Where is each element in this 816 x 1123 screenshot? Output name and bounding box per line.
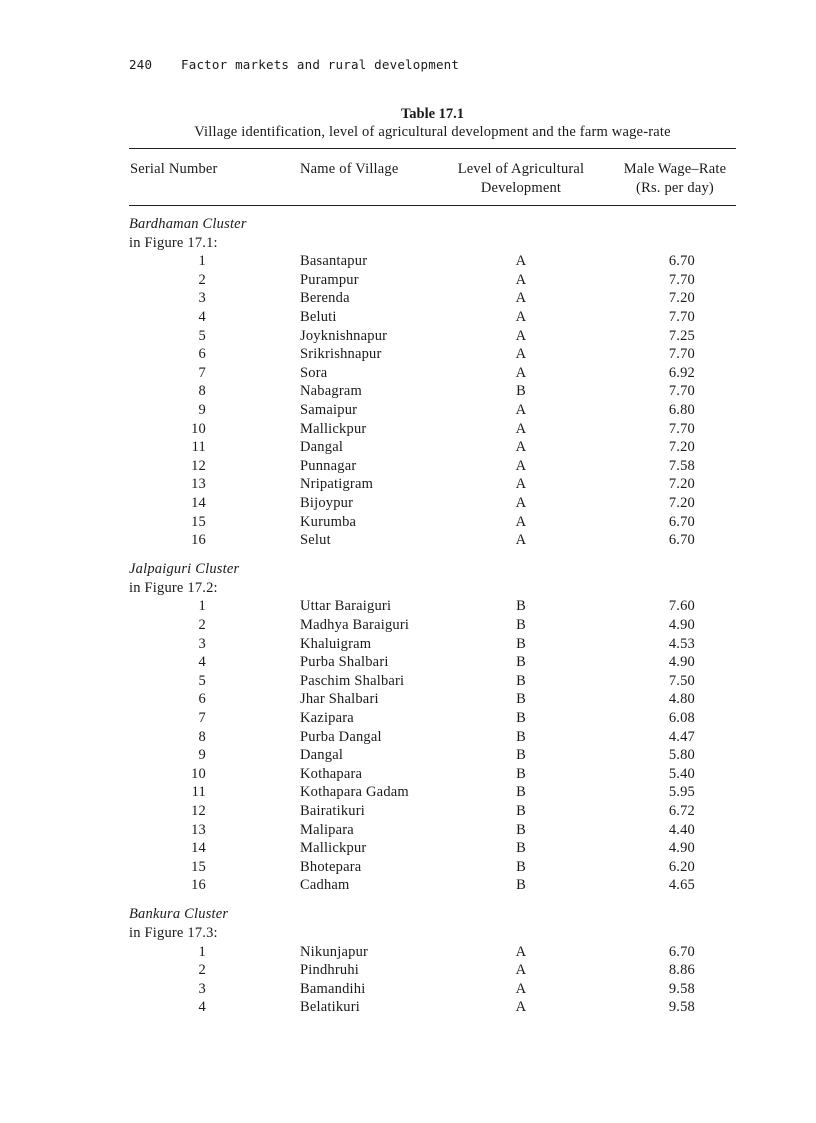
wage-rate-cell: 4.90 xyxy=(668,840,695,857)
table-row xyxy=(129,653,736,672)
village-name-cell: Samaipur xyxy=(300,401,358,418)
village-name-cell: Pindhruhi xyxy=(300,962,359,979)
wage-rate-cell: 7.70 xyxy=(668,308,695,325)
development-level-cell: A xyxy=(515,327,527,344)
serial-number-cell: 1 xyxy=(198,598,206,615)
village-name-cell: Kazipara xyxy=(300,709,354,726)
serial-number-cell: 4 xyxy=(198,999,206,1016)
table-row xyxy=(129,513,736,532)
development-level-cell: A xyxy=(515,401,527,418)
cluster-figure-ref: in Figure 17.2: xyxy=(129,579,218,596)
wage-rate-cell: 9.58 xyxy=(668,999,695,1016)
table-row xyxy=(129,494,736,513)
column-header-level-line2: Development xyxy=(480,180,562,196)
village-name-cell: Kothapara Gadam xyxy=(300,784,409,801)
village-name-cell: Sora xyxy=(300,364,328,381)
village-name-cell: Basantapur xyxy=(300,253,368,270)
table-row xyxy=(129,438,736,457)
table-row xyxy=(129,690,736,709)
serial-number-cell: 13 xyxy=(191,476,206,493)
wage-rate-cell: 7.50 xyxy=(668,672,695,689)
table-row xyxy=(129,858,736,877)
development-level-cell: A xyxy=(515,420,527,437)
serial-number-cell: 4 xyxy=(198,654,206,671)
development-level-cell: B xyxy=(516,802,526,819)
development-level-cell: A xyxy=(515,980,527,997)
table-row xyxy=(129,802,736,821)
village-name-cell: Uttar Baraiguri xyxy=(300,598,392,615)
column-header-serial: Serial Number xyxy=(130,161,218,177)
development-level-cell: A xyxy=(515,439,527,456)
wage-rate-cell: 6.92 xyxy=(668,364,695,381)
village-name-cell: Madhya Baraiguri xyxy=(300,616,410,633)
table-row xyxy=(129,821,736,840)
serial-number-cell: 5 xyxy=(198,327,206,344)
wage-rate-cell: 6.70 xyxy=(668,253,695,270)
serial-number-cell: 9 xyxy=(198,747,206,764)
wage-rate-cell: 7.70 xyxy=(668,383,695,400)
village-name-cell: Nikunjapur xyxy=(300,943,369,960)
table-row xyxy=(129,943,736,962)
village-name-cell: Purampur xyxy=(300,271,359,288)
wage-rate-cell: 6.20 xyxy=(668,858,695,875)
development-level-cell: A xyxy=(515,308,527,325)
serial-number-cell: 6 xyxy=(198,691,206,708)
table-row xyxy=(129,783,736,802)
serial-number-cell: 15 xyxy=(191,858,206,875)
village-name-cell: Nripatigram xyxy=(300,476,374,493)
village-name-cell: Dangal xyxy=(300,747,344,764)
serial-number-cell: 10 xyxy=(191,765,206,782)
wage-rate-cell: 4.53 xyxy=(668,635,695,652)
village-name-cell: Jhar Shalbari xyxy=(300,691,379,708)
serial-number-cell: 8 xyxy=(198,383,206,400)
column-header-name: Name of Village xyxy=(300,161,399,177)
development-level-cell: A xyxy=(515,494,527,511)
development-level-cell: B xyxy=(516,691,526,708)
village-name-cell: Bhotepara xyxy=(300,858,362,875)
village-name-cell: Khaluigram xyxy=(300,635,372,652)
table-row xyxy=(129,597,736,616)
wage-rate-cell: 7.60 xyxy=(668,598,695,615)
serial-number-cell: 13 xyxy=(191,821,206,838)
cluster-section xyxy=(129,560,736,895)
table-caption: Village identification, level of agricultural development and the farm wage-rate xyxy=(194,124,671,140)
village-name-cell: Bairatikuri xyxy=(300,802,366,819)
development-level-cell: A xyxy=(515,271,527,288)
table-row xyxy=(129,728,736,747)
table-row xyxy=(129,616,736,635)
development-level-cell: A xyxy=(515,513,527,530)
table-row xyxy=(129,531,736,550)
cluster-figure-ref: in Figure 17.3: xyxy=(129,924,218,941)
wage-rate-cell: 4.90 xyxy=(668,616,695,633)
wage-rate-cell: 6.70 xyxy=(668,513,695,530)
wage-rate-cell: 6.80 xyxy=(668,401,695,418)
village-name-cell: Punnagar xyxy=(300,457,357,474)
wage-rate-cell: 4.80 xyxy=(668,691,695,708)
serial-number-cell: 1 xyxy=(198,943,206,960)
serial-number-cell: 7 xyxy=(198,364,206,381)
development-level-cell: B xyxy=(516,598,526,615)
development-level-cell: B xyxy=(516,635,526,652)
table-row xyxy=(129,345,736,364)
village-name-cell: Kothapara xyxy=(300,765,363,782)
development-level-cell: B xyxy=(516,765,526,782)
development-level-cell: A xyxy=(515,457,527,474)
development-level-cell: A xyxy=(515,999,527,1016)
development-level-cell: B xyxy=(516,858,526,875)
serial-number-cell: 2 xyxy=(198,616,206,633)
serial-number-cell: 3 xyxy=(198,635,206,652)
table-row xyxy=(129,961,736,980)
wage-rate-cell: 5.40 xyxy=(668,765,695,782)
development-level-cell: B xyxy=(516,672,526,689)
development-level-cell: A xyxy=(515,532,527,549)
development-level-cell: A xyxy=(515,253,527,270)
table-row xyxy=(129,980,736,999)
serial-number-cell: 12 xyxy=(191,457,206,474)
serial-number-cell: 3 xyxy=(198,290,206,307)
cluster-section xyxy=(129,905,736,1017)
serial-number-cell: 15 xyxy=(191,513,206,530)
wage-rate-cell: 7.20 xyxy=(668,494,695,511)
column-header-level xyxy=(440,160,602,198)
development-level-cell: B xyxy=(516,728,526,745)
development-level-cell: A xyxy=(515,962,527,979)
cluster-title: Bankura Cluster xyxy=(129,906,229,923)
wage-rate-cell: 4.90 xyxy=(668,654,695,671)
table-row xyxy=(129,271,736,290)
table-row xyxy=(129,746,736,765)
serial-number-cell: 8 xyxy=(198,728,206,745)
column-header-wage xyxy=(610,160,740,198)
table-row xyxy=(129,382,736,401)
wage-rate-cell: 7.20 xyxy=(668,476,695,493)
development-level-cell: A xyxy=(515,346,527,363)
table-row xyxy=(129,876,736,895)
village-name-cell: Cadham xyxy=(300,877,350,894)
wage-rate-cell: 6.08 xyxy=(668,709,695,726)
village-name-cell: Belatikuri xyxy=(300,999,360,1016)
serial-number-cell: 7 xyxy=(198,709,206,726)
serial-number-cell: 14 xyxy=(191,494,206,511)
cluster-title: Bardhaman Cluster xyxy=(129,216,247,232)
table-body xyxy=(129,215,736,1017)
cluster-section xyxy=(129,215,736,550)
serial-number-cell: 6 xyxy=(198,346,206,363)
village-name-cell: Malipara xyxy=(300,821,354,838)
wage-rate-cell: 6.70 xyxy=(668,532,695,549)
development-level-cell: B xyxy=(516,709,526,726)
table-row xyxy=(129,457,736,476)
village-name-cell: Selut xyxy=(300,532,331,549)
running-header xyxy=(129,57,459,72)
table-row xyxy=(129,765,736,784)
wage-rate-cell: 7.25 xyxy=(668,327,695,344)
village-name-cell: Bamandihi xyxy=(300,980,366,997)
table-row xyxy=(129,327,736,346)
top-rule xyxy=(129,148,736,149)
serial-number-cell: 3 xyxy=(198,980,206,997)
wage-rate-cell: 7.58 xyxy=(668,457,695,474)
wage-rate-cell: 7.70 xyxy=(668,346,695,363)
header-rule xyxy=(129,205,736,206)
table-row xyxy=(129,672,736,691)
development-level-cell: B xyxy=(516,784,526,801)
village-name-cell: Nabagram xyxy=(300,383,362,400)
table-row xyxy=(129,709,736,728)
serial-number-cell: 11 xyxy=(191,784,206,801)
village-name-cell: Beluti xyxy=(300,308,337,325)
column-header-wage-line1: Male Wage–Rate xyxy=(623,161,727,177)
wage-rate-cell: 4.65 xyxy=(668,877,695,894)
village-name-cell: Bijoypur xyxy=(300,494,354,511)
serial-number-cell: 14 xyxy=(191,840,206,857)
serial-number-cell: 1 xyxy=(198,253,206,270)
development-level-cell: B xyxy=(516,840,526,857)
table-row xyxy=(129,289,736,308)
serial-number-cell: 2 xyxy=(198,962,206,979)
village-name-cell: Joyknishnapur xyxy=(300,327,388,344)
table-row xyxy=(129,998,736,1017)
table-row xyxy=(129,839,736,858)
cluster-figure-ref: in Figure 17.1: xyxy=(129,234,218,251)
table-row xyxy=(129,475,736,494)
cluster-title: Jalpaiguri Cluster xyxy=(129,561,240,578)
table-row xyxy=(129,420,736,439)
wage-rate-cell: 4.40 xyxy=(668,821,695,838)
wage-rate-cell: 9.58 xyxy=(668,980,695,997)
serial-number-cell: 5 xyxy=(198,672,206,689)
column-header-level-line1: Level of Agricultural xyxy=(457,161,585,177)
wage-rate-cell: 7.70 xyxy=(668,420,695,437)
table-row xyxy=(129,401,736,420)
development-level-cell: A xyxy=(515,290,527,307)
village-name-cell: Purba Shalbari xyxy=(300,654,389,671)
wage-rate-cell: 5.80 xyxy=(668,747,695,764)
village-name-cell: Dangal xyxy=(300,439,344,456)
table-row xyxy=(129,635,736,654)
development-level-cell: B xyxy=(516,821,526,838)
table-row xyxy=(129,364,736,383)
village-name-cell: Mallickpur xyxy=(300,420,367,437)
running-title: Factor markets and rural development xyxy=(181,57,460,72)
wage-rate-cell: 6.70 xyxy=(668,943,695,960)
village-name-cell: Berenda xyxy=(300,290,350,307)
wage-rate-cell: 6.72 xyxy=(668,802,695,819)
development-level-cell: B xyxy=(516,616,526,633)
page-number: 240 xyxy=(129,57,153,72)
wage-rate-cell: 7.20 xyxy=(668,290,695,307)
wage-rate-cell: 5.95 xyxy=(668,784,695,801)
serial-number-cell: 16 xyxy=(191,877,206,894)
serial-number-cell: 12 xyxy=(191,802,206,819)
wage-rate-cell: 8.86 xyxy=(668,962,695,979)
wage-rate-cell: 4.47 xyxy=(668,728,695,745)
development-level-cell: B xyxy=(516,654,526,671)
development-level-cell: B xyxy=(516,383,526,400)
serial-number-cell: 9 xyxy=(198,401,206,418)
serial-number-cell: 16 xyxy=(191,532,206,549)
serial-number-cell: 10 xyxy=(191,420,206,437)
column-header-wage-line2: (Rs. per day) xyxy=(636,180,714,196)
development-level-cell: B xyxy=(516,877,526,894)
wage-rate-cell: 7.20 xyxy=(668,439,695,456)
serial-number-cell: 11 xyxy=(191,439,206,456)
development-level-cell: B xyxy=(516,747,526,764)
village-name-cell: Paschim Shalbari xyxy=(300,672,405,689)
development-level-cell: A xyxy=(515,364,527,381)
village-name-cell: Kurumba xyxy=(300,513,357,530)
serial-number-cell: 4 xyxy=(198,308,206,325)
village-name-cell: Srikrishnapur xyxy=(300,346,382,363)
development-level-cell: A xyxy=(515,943,527,960)
development-level-cell: A xyxy=(515,476,527,493)
wage-rate-cell: 7.70 xyxy=(668,271,695,288)
table-title: Table 17.1 xyxy=(400,106,465,122)
serial-number-cell: 2 xyxy=(198,271,206,288)
village-name-cell: Mallickpur xyxy=(300,840,367,857)
table-row xyxy=(129,308,736,327)
table-row xyxy=(129,252,736,271)
village-name-cell: Purba Dangal xyxy=(300,728,382,745)
